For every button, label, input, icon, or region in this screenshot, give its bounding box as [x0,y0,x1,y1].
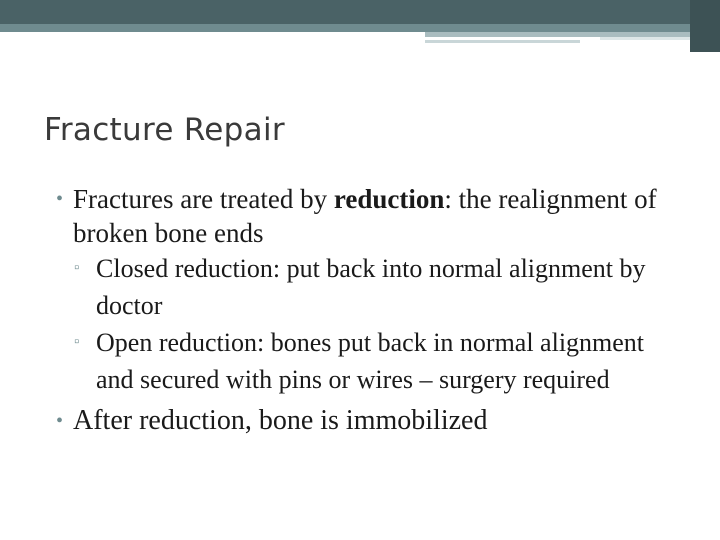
sub-bullet-text: Closed reduction: put back into normal alignment by doctor [96,254,646,320]
top-decorative-band [0,0,720,24]
bullet-item [56,404,676,438]
square-bullet-icon: ▫ [74,334,80,350]
accent-stripe-light [600,37,690,40]
bullet-text-suffix: : the realignment of broken bone ends [73,184,657,248]
square-bullet-icon: ▫ [74,260,80,276]
sub-bullet-item [56,250,676,324]
top-corner-block [690,0,720,52]
slide-body [56,182,676,438]
bullet-item [56,182,676,250]
slide-title: Fracture Repair [44,112,285,148]
accent-stripe-thinner [425,40,580,43]
bullet-dot-icon: • [56,188,64,210]
bullet-dot-icon: • [56,410,64,432]
bullet-text-prefix: Fractures are treated by [73,184,334,214]
accent-stripe [0,24,690,32]
bullet-text: After reduction, bone is immobilized [73,405,488,436]
sub-bullet-text: Open reduction: bones put back in normal alignment and secured with pins or wires – surgery required [96,328,645,394]
sub-bullet-item [56,324,676,398]
bullet-text-bold: reduction [333,184,445,214]
